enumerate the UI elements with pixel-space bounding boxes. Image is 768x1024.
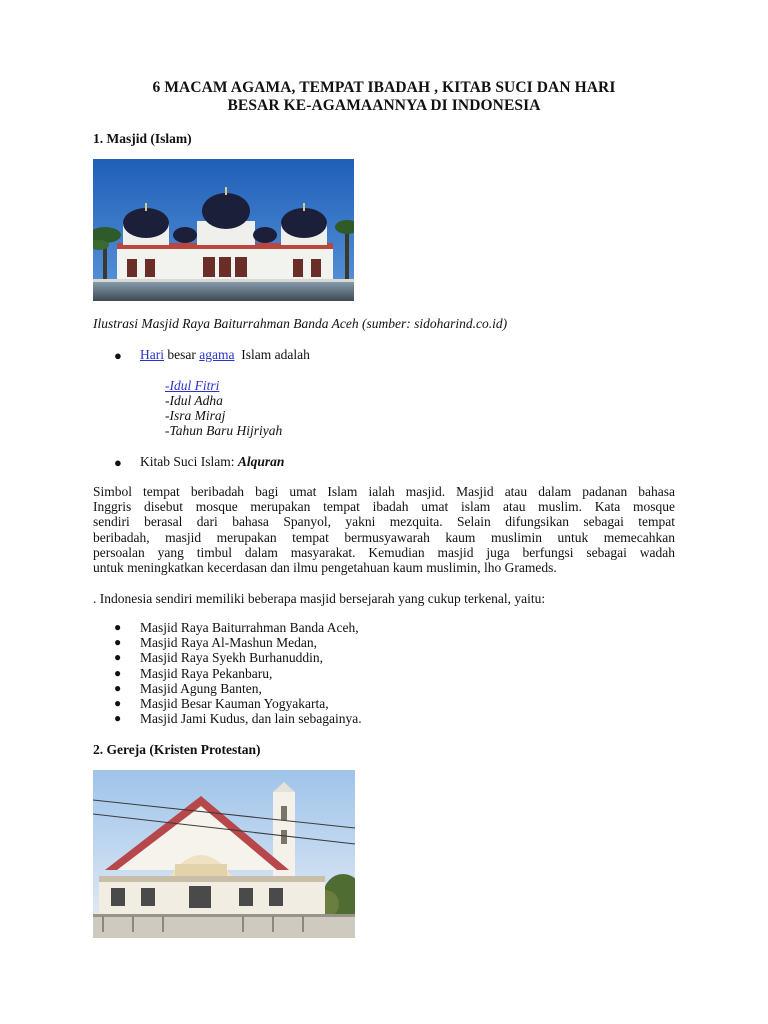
intro-line: . Indonesia sendiri memiliki beberapa masjid bersejarah yang cukup terkenal, yaitu: (93, 591, 546, 606)
mosque-image (93, 159, 354, 301)
link-idul-fitri[interactable]: -Idul Fitri (165, 378, 220, 393)
mosque-paragraph (93, 484, 675, 575)
bullet-dot: ● (114, 695, 122, 710)
bullet-dot: ● (114, 620, 122, 634)
bullet-dot: ● (114, 635, 122, 650)
holiday-item: -Idul Adha (165, 393, 223, 408)
kitab-bullet-text (140, 454, 284, 470)
document-page: 6 MACAM AGAMA, TEMPAT IBADAH , KITAB SUCI DAN HARI BESAR KE-AGAMAANNYA DI INDONESIA 1. Masjid (Islam) Ilustrasi Masjid Raya Baiturrahman Banda Aceh (sumber: sidoharind.co.id) ● Hari besar agama Islam adalah -Idul Fitri -Idul Adha -Isra Miraj -Tahun Baru Hijriyah ● Kitab Suci Islam: Alquran Simbol tempat beribadah bagi umat Islam ialah masjid. Masjid atau dalam padanan bahasa Inggris disebut mosque merupakan tempat ibadah umat islam atau muslim. Kata mosque sendiri berasal dari bahasa Spanyol, yakni mezquita. Selain difungsikan sebagai tempat beribadah, masjid merupakan tempat bermusyawarah kaum muslimin untuk memecahkan persoalan yang timbul dalam masyarakat. Kemudian masjid juga berfungsi sebagai wadah untuk meningkatkan kecerdasan dan ilmu pengetahuan kaum muslimin, lho Grameds. . Indonesia sendiri memiliki beberapa masjid bersejarah yang cukup terkenal, yaitu: ● Masjid Raya Baiturrahman Banda Aceh, ● Masjid Raya Al-Mashun Medan, ● Masjid Raya Syekh Burhanuddin, ● Masjid Raya Pekanbaru, ● Masjid Agung Banten, ● Masjid Besar Kauman Yogyakarta, ● Masjid Jami Kudus, dan lain sebagainya. 2. Gereja (Kristen Protestan) (0, 0, 768, 1024)
bullet-dot: ● (114, 348, 122, 363)
paragraph-line: sendiri berasal dari bahasa Spanyol, yakni mezquita. Selain difungsikan sebagai tempat (93, 514, 675, 530)
document-title (93, 79, 675, 115)
bullet-dot: ● (114, 665, 122, 680)
mosque-caption: Ilustrasi Masjid Raya Baiturrahman Banda Aceh (sumber: sidoharind.co.id) (93, 316, 508, 331)
church-illustration (93, 770, 355, 938)
section1-heading: 1. Masjid (Islam) (93, 131, 192, 146)
paragraph-line: untuk meningkatkan kecerdasan dan ilmu pengetahuan kaum muslimin, lho Grameds. (93, 559, 557, 575)
bullet-dot: ● (114, 711, 122, 726)
link-agama[interactable]: agama (199, 347, 235, 362)
link-hari[interactable]: Hari (140, 347, 164, 362)
paragraph-line: beribadah, masjid merupakan tempat bermusyawarah kaum muslimin untuk memecahkan (93, 529, 675, 545)
paragraph-line: Simbol tempat beribadah bagi umat Islam ialah masjid. Masjid atau dalam padanan bahasa (93, 484, 675, 499)
holiday-item: -Tahun Baru Hijriyah (165, 423, 283, 438)
mosque-illustration (93, 159, 354, 301)
bullet-dot: ● (114, 650, 122, 665)
holiday-list (165, 378, 282, 438)
church-image (93, 770, 355, 938)
holiday-item: -Isra Miraj (165, 408, 226, 423)
word-besar: besar (167, 347, 196, 362)
bullet-dot: ● (114, 680, 122, 695)
title-line-2: BESAR KE-AGAMAANNYA DI INDONESIA (227, 97, 541, 114)
paragraph-line: persoalan yang timbul dalam masyarakat. Kemudian masjid juga berfungsi sebagai wadah (93, 544, 675, 560)
title-line-1: 6 MACAM AGAMA, TEMPAT IBADAH , KITAB SUCI DAN HARI (152, 79, 616, 96)
kitab-value: Alquran (237, 454, 285, 469)
bullet-dot: ● (114, 455, 122, 470)
holiday-bullet-text (140, 347, 310, 363)
holiday-bullet-rest: Islam adalah (241, 347, 310, 362)
paragraph-line: Inggris disebut mosque merupakan tempat ibadah umat islam atau muslim. Kata mosque (93, 499, 675, 515)
section2-heading: 2. Gereja (Kristen Protestan) (93, 742, 261, 757)
kitab-label: Kitab Suci Islam: (140, 454, 235, 469)
